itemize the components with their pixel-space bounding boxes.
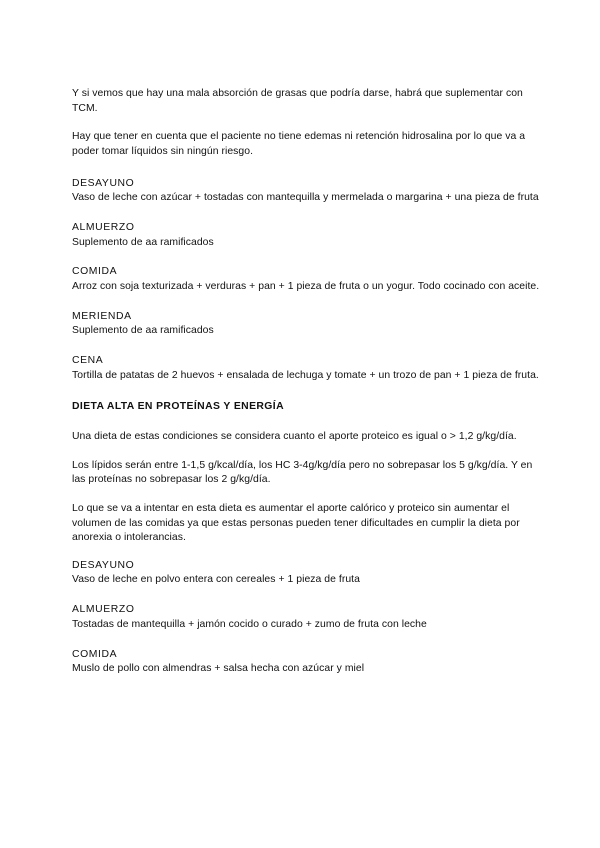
- section-paragraph-2: Los lípidos serán entre 1-1,5 g/kcal/día, los HC 3-4g/kg/día pero no sobrepasar los 5 g/kg/día. Y en las proteínas no sobrepasar los 2 g/kg/día.: [72, 459, 533, 486]
- meal-label: ALMUERZO: [72, 221, 135, 233]
- meal-label: CENA: [72, 355, 104, 367]
- meal-comida: [72, 265, 542, 294]
- meal-text: Tortilla de patatas de 2 huevos + ensalada de lechuga y tomate + un trozo de pan + 1 pieza de fruta.: [72, 369, 539, 381]
- meal-desayuno: [72, 177, 542, 206]
- intro-paragraph-1: Y si vemos que hay una mala absorción de grasas que podría darse, habrá que suplementar con TCM.: [72, 88, 523, 114]
- meal-text: Vaso de leche con azúcar + tostadas con mantequilla y mermelada o margarina + una pieza de fruta: [72, 192, 539, 204]
- meal-text: Muslo de pollo con almendras + salsa hecha con azúcar y miel: [72, 663, 365, 675]
- document-page: [72, 87, 542, 692]
- meal-label: DESAYUNO: [72, 177, 135, 189]
- meal-text: Tostadas de mantequilla + jamón cocido o curado + zumo de fruta con leche: [72, 618, 427, 630]
- section-heading: DIETA ALTA EN PROTEÍNAS Y ENERGÍA: [72, 401, 284, 413]
- meal-text: Arroz con soja texturizada + verduras + pan + 1 pieza de fruta o un yogur. Todo cocinado con aceite.: [72, 280, 540, 292]
- section-paragraph-1: Una dieta de estas condiciones se considera cuanto el aporte proteico es igual o > 1,2 g/kg/día.: [72, 430, 517, 442]
- meal-merienda: [72, 310, 542, 339]
- meal-text: Suplemento de aa ramificados: [72, 236, 214, 248]
- meal-almuerzo: [72, 221, 542, 250]
- meal-label: ALMUERZO: [72, 604, 135, 616]
- meal-label: DESAYUNO: [72, 559, 135, 571]
- meal-label: COMIDA: [72, 648, 118, 660]
- meal2-comida: [72, 648, 542, 677]
- meal-cena: [72, 354, 542, 383]
- meal2-desayuno: [72, 559, 542, 588]
- meal-label: COMIDA: [72, 266, 118, 278]
- meal-label: MERIENDA: [72, 310, 132, 322]
- section-paragraph-3: Lo que se va a intentar en esta dieta es aumentar el aporte calórico y proteico sin aumentar el volumen de las comidas ya que estas personas pueden tener dificultades en cumplir la dieta por anorexia o intolerancias.: [72, 503, 520, 544]
- meal-text: Vaso de leche en polvo entera con cereales + 1 pieza de fruta: [72, 574, 360, 586]
- intro-paragraph-2: Hay que tener en cuenta que el paciente no tiene edemas ni retención hidrosalina por lo que va a poder tomar líquidos sin ningún riesgo.: [72, 131, 526, 157]
- meal2-almuerzo: [72, 603, 542, 632]
- meal-text: Suplemento de aa ramificados: [72, 325, 214, 337]
